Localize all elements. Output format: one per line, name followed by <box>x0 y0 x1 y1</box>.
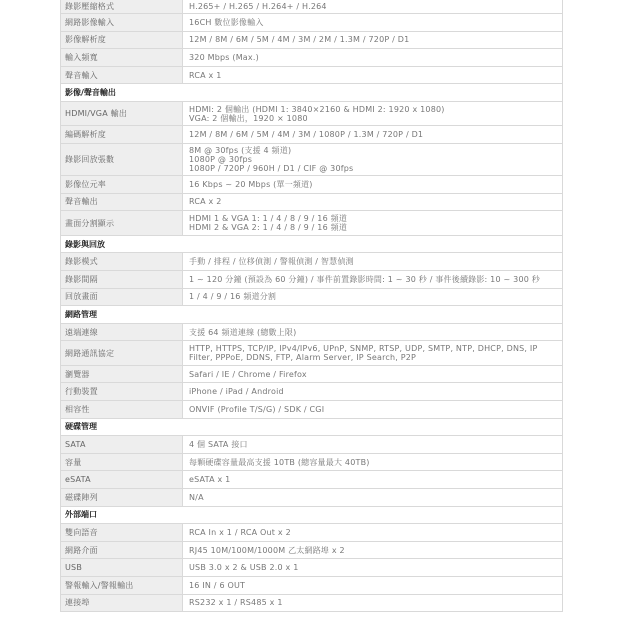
spec-value <box>183 0 562 13</box>
spec-value-line: RS232 x 1 / RS485 x 1 <box>189 598 283 608</box>
spec-label: 行動裝置 <box>61 383 183 400</box>
spec-row <box>61 324 562 342</box>
spec-value-line: 1080P / 720P / 960H / D1 / CIF @ 30fps <box>189 164 354 174</box>
spec-value <box>183 102 562 126</box>
spec-value-line: HDMI 2 & VGA 2: 1 / 4 / 8 / 9 / 16 頻道 <box>189 223 348 232</box>
spec-value <box>183 126 562 143</box>
spec-row <box>61 383 562 401</box>
spec-row <box>61 253 562 271</box>
spec-value-line: 8M @ 30fps (支援 4 頻道) <box>189 146 292 156</box>
spec-row <box>61 341 562 366</box>
spec-value <box>183 436 562 453</box>
spec-value-line: 手動 / 排程 / 位移偵測 / 警報偵測 / 智慧偵測 <box>189 257 354 267</box>
spec-label: 回放畫面 <box>61 289 183 306</box>
spec-label: 錄影壓縮格式 <box>61 0 183 13</box>
spec-value <box>183 454 562 471</box>
section-heading: 外部端口 <box>61 507 562 525</box>
spec-value-line: N/A <box>189 492 204 502</box>
spec-label: eSATA <box>61 471 183 488</box>
spec-label: USB <box>61 559 183 576</box>
spec-value-line: RCA x 1 <box>189 70 222 80</box>
spec-value-line: RJ45 10M/100M/1000M 乙太網路埠 x 2 <box>189 545 345 555</box>
spec-label: 畫面分割顯示 <box>61 211 183 235</box>
spec-value <box>183 559 562 576</box>
spec-label: 錄影間隔 <box>61 271 183 288</box>
spec-label: 錄影模式 <box>61 253 183 270</box>
spec-value-line: iPhone / iPad / Android <box>189 387 284 397</box>
spec-label: 磁碟陣列 <box>61 489 183 506</box>
spec-value-line: 16 Kbps ~ 20 Mbps (單一頻道) <box>189 179 313 189</box>
spec-label: 影像位元率 <box>61 176 183 193</box>
spec-row <box>61 32 562 50</box>
spec-value-line: ONVIF (Profile T/S/G) / SDK / CGI <box>189 404 325 414</box>
spec-row <box>61 471 562 489</box>
spec-value <box>183 194 562 211</box>
spec-value <box>183 542 562 559</box>
spec-row <box>61 144 562 176</box>
spec-value-line: 1 / 4 / 9 / 16 頻道分割 <box>189 292 277 302</box>
spec-row <box>61 14 562 32</box>
spec-row <box>61 0 562 14</box>
spec-value <box>183 176 562 193</box>
spec-value-line: 1080P @ 30fps <box>189 155 253 165</box>
spec-value <box>183 211 562 235</box>
spec-value-line: RCA x 2 <box>189 197 222 207</box>
spec-value <box>183 366 562 383</box>
spec-row <box>61 454 562 472</box>
spec-label: 網路通訊協定 <box>61 341 183 365</box>
spec-value <box>183 595 562 612</box>
spec-value-line: 16 IN / 6 OUT <box>189 580 246 590</box>
spec-value-line: 支援 64 頻道連線 (總數上限) <box>189 327 297 337</box>
spec-label: 遠端連線 <box>61 324 183 341</box>
spec-value-line: HDMI 1 & VGA 1: 1 / 4 / 8 / 9 / 16 頻道 <box>189 214 348 223</box>
spec-value-line: 1 ~ 120 分鐘 (預設為 60 分鐘) / 事件前置錄影時間: 1 ~ 30 秒 / 事件後續錄影: 10 ~ 300 秒 <box>189 274 540 284</box>
spec-value-line: 4 個 SATA 接口 <box>189 439 248 449</box>
spec-value <box>183 144 562 175</box>
spec-value-line: Safari / IE / Chrome / Firefox <box>189 369 307 379</box>
spec-value <box>183 524 562 541</box>
spec-value-line: 12M / 8M / 6M / 5M / 4M / 3M / 2M / 1.3M / 720P / D1 <box>189 35 410 45</box>
spec-label: HDMI/VGA 輸出 <box>61 102 183 126</box>
spec-value <box>183 471 562 488</box>
spec-row <box>61 271 562 289</box>
spec-label: 容量 <box>61 454 183 471</box>
spec-row <box>61 542 562 560</box>
spec-label: 瀏覽器 <box>61 366 183 383</box>
spec-value-line: 12M / 8M / 6M / 5M / 4M / 3M / 1080P / 1.3M / 720P / D1 <box>189 130 424 140</box>
spec-row <box>61 194 562 212</box>
section-heading: 影像/聲音輸出 <box>61 84 562 102</box>
spec-row <box>61 366 562 384</box>
spec-label: 影像解析度 <box>61 32 183 49</box>
spec-value-line: HTTP, HTTPS, TCP/IP, IPv4/IPv6, UPnP, SNMP, RTSP, UDP, SMTP, NTP, DHCP, DNS, IP <box>189 344 538 354</box>
spec-value <box>183 401 562 418</box>
spec-value <box>183 49 562 66</box>
spec-row <box>61 559 562 577</box>
spec-value-line: 16CH 數位影像輸入 <box>189 17 264 27</box>
spec-value <box>183 324 562 341</box>
spec-value <box>183 14 562 31</box>
spec-value <box>183 383 562 400</box>
spec-row <box>61 126 562 144</box>
spec-label: 雙向語音 <box>61 524 183 541</box>
spec-label: 相容性 <box>61 401 183 418</box>
spec-value <box>183 577 562 594</box>
spec-label: 輸入頻寬 <box>61 49 183 66</box>
spec-value-line: RCA In x 1 / RCA Out x 2 <box>189 527 291 537</box>
spec-value-line: HDMI: 2 個輸出 (HDMI 1: 3840×2160 & HDMI 2: 1920 x 1080) <box>189 104 445 114</box>
spec-row <box>61 49 562 67</box>
section-heading: 網路管理 <box>61 306 562 324</box>
spec-value-line: eSATA x 1 <box>189 475 231 485</box>
spec-row <box>61 524 562 542</box>
spec-value <box>183 271 562 288</box>
spec-label: SATA <box>61 436 183 453</box>
spec-label: 警報輸入/警報輸出 <box>61 577 183 594</box>
spec-value <box>183 32 562 49</box>
spec-row <box>61 176 562 194</box>
spec-value-line: USB 3.0 x 2 & USB 2.0 x 1 <box>189 563 299 573</box>
spec-value-line: H.265+ / H.265 / H.264+ / H.264 <box>189 2 327 11</box>
spec-value <box>183 253 562 270</box>
spec-label: 網路介面 <box>61 542 183 559</box>
spec-label: 聲音輸出 <box>61 194 183 211</box>
spec-row <box>61 436 562 454</box>
spec-label: 連接埠 <box>61 595 183 612</box>
spec-row <box>61 577 562 595</box>
spec-label: 錄影回放張數 <box>61 144 183 175</box>
section-heading: 硬碟管理 <box>61 419 562 437</box>
spec-label: 聲音輸入 <box>61 67 183 84</box>
spec-row <box>61 67 562 85</box>
spec-value <box>183 289 562 306</box>
spec-row <box>61 489 562 507</box>
section-heading: 錄影與回放 <box>61 236 562 254</box>
spec-table <box>60 0 563 612</box>
spec-row <box>61 102 562 127</box>
spec-label: 編碼解析度 <box>61 126 183 143</box>
spec-label: 網路影像輸入 <box>61 14 183 31</box>
spec-value-line: 每顆硬碟容量最高支援 10TB (總容量最大 40TB) <box>189 457 370 467</box>
spec-value-line: 320 Mbps (Max.) <box>189 52 259 62</box>
spec-value-line: VGA: 2 個輸出，1920 × 1080 <box>189 113 308 123</box>
spec-value-line: Filter, PPPoE, DDNS, FTP, Alarm Server, IP Search, P2P <box>189 353 417 363</box>
spec-row <box>61 595 562 613</box>
spec-row <box>61 401 562 419</box>
spec-value <box>183 67 562 84</box>
spec-row <box>61 289 562 307</box>
spec-value <box>183 341 562 365</box>
spec-value <box>183 489 562 506</box>
spec-row <box>61 211 562 236</box>
